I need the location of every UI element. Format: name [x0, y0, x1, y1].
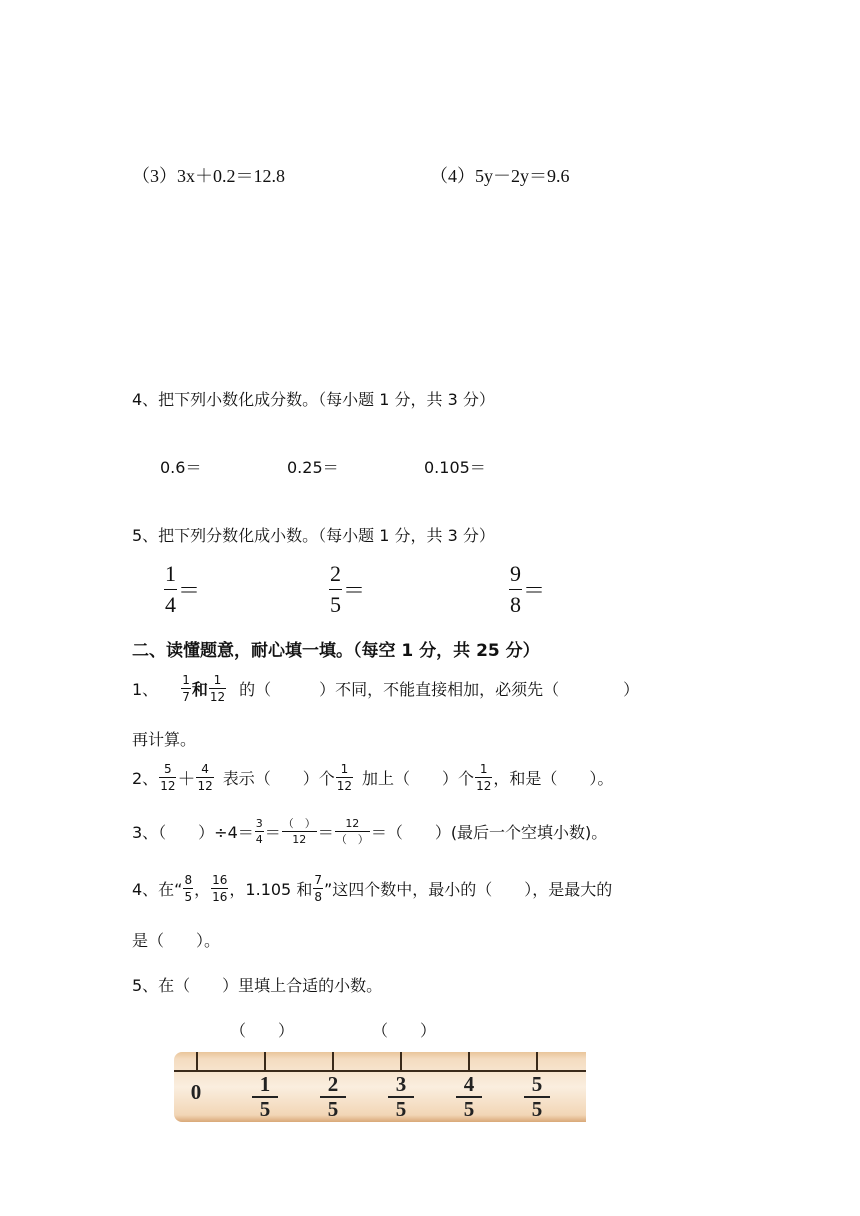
ruler-tick	[536, 1052, 538, 1072]
ruler-tick	[468, 1052, 470, 1072]
equation-4: （4）5y－2y＝9.6	[430, 166, 570, 186]
ruler-top-edge	[174, 1070, 586, 1072]
ruler-label: 1 5	[245, 1074, 285, 1120]
decimal-item: 0.6＝	[160, 458, 202, 477]
question-5-title: 5、把下列分数化成小数。（每小题 1 分，共 3 分）	[132, 526, 495, 545]
question-4-title: 4、把下列小数化成分数。（每小题 1 分，共 3 分）	[132, 390, 495, 409]
equation-3: （3）3x＋0.2＝12.8	[132, 166, 285, 186]
ruler-label: 2 5	[313, 1074, 353, 1120]
ruler-label: 5 5	[517, 1074, 557, 1120]
ruler-tick	[196, 1052, 198, 1072]
fill-item-1-continued: 再计算。	[132, 730, 197, 749]
fill-item-1: 1、 $\frac{1}{7}$ 和 $\frac{1}{12}$ 的（ ）不同，不能直接相加，必须先（ ）	[132, 673, 640, 704]
number-ruler	[174, 1052, 586, 1122]
ruler-blank: （ ）	[372, 1021, 437, 1040]
fill-item-5-title: 5、在（ ）里填上合适的小数。	[132, 976, 383, 995]
decimal-item: 0.25＝	[287, 458, 339, 477]
ruler-label: 3 5	[381, 1074, 421, 1120]
ruler-label-zero: 0	[190, 1080, 202, 1104]
ruler-blank: （ ）	[230, 1021, 295, 1040]
fraction-item: $\frac{2}{5}$ ＝	[330, 561, 366, 617]
fraction-item: $\frac{1}{4}$ ＝	[165, 561, 201, 617]
ruler-tick	[332, 1052, 334, 1072]
decimal-item: 0.105＝	[424, 458, 486, 477]
fraction-item: $\frac{9}{8}$ ＝	[510, 561, 546, 617]
ruler-tick	[264, 1052, 266, 1072]
section-2-title: 二、读懂题意，耐心填一填。（每空 1 分，共 25 分）	[132, 641, 540, 661]
ruler-label: 4 5	[449, 1074, 489, 1120]
fill-item-3: 3、（ ）÷4＝ $\frac{3}{4}$ ＝ $\frac{( )}{12}$ ＝ $\frac{12}{( )}$ ＝（ ）(最后一个空填小数)。	[132, 817, 608, 846]
ruler-tick	[400, 1052, 402, 1072]
fill-item-2: 2、 $\frac{5}{12}$ ＋ $\frac{4}{12}$ 表示（ ）个 $\frac{1}{12}$ 加上（ ）个 $\frac{1}{12}$ ，和是（ ）。	[132, 762, 614, 793]
fill-item-4-continued: 是（ ）。	[132, 931, 221, 950]
fill-item-4: 4、在“ $\frac{8}{5}$ ， $\frac{16}{16}$ ，1.105 和 $\frac{7}{8}$ ”这四个数中，最小的（ ），是最大的	[132, 873, 613, 904]
